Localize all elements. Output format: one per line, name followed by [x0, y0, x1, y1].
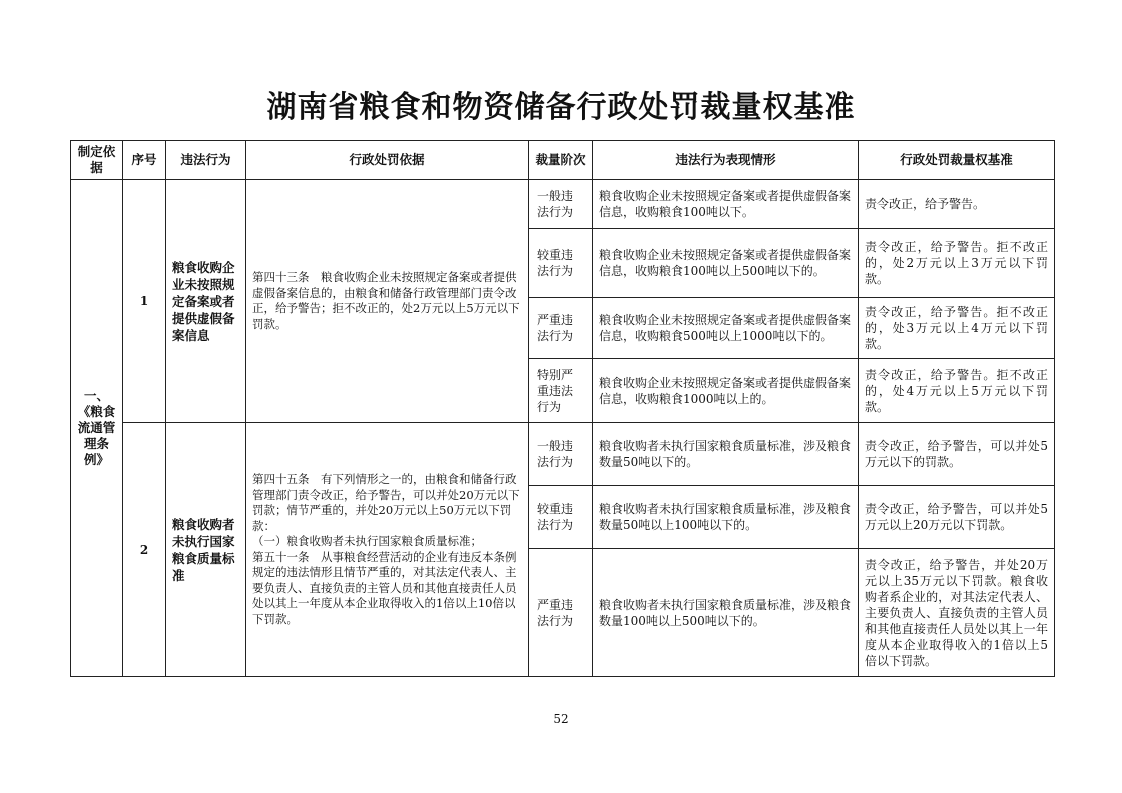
violation-act: 粮食收购企业未按照规定备案或者提供虚假备案信息 [166, 180, 246, 423]
discretion-level: 特别严重违法行为 [529, 359, 593, 423]
table-row [71, 423, 1055, 486]
header-basis: 制定依据 [71, 141, 123, 180]
penalty-standard: 责令改正，给予警告。拒不改正的，处4万元以上5万元以下罚款。 [859, 359, 1055, 423]
header-desc: 违法行为表现情形 [593, 141, 859, 180]
legal-basis: 第四十三条 粮食收购企业未按照规定备案或者提供虚假备案信息的，由粮食和储备行政管理部门责令改正，给予警告；拒不改正的，处2万元以上5万元以下罚款。 [246, 180, 529, 423]
violation-description: 粮食收购企业未按照规定备案或者提供虚假备案信息，收购粮食1000吨以上的。 [593, 359, 859, 423]
discretion-level: 一般违法行为 [529, 423, 593, 486]
page-number: 52 [553, 712, 569, 726]
legal-basis: 第四十五条 有下列情形之一的，由粮食和储备行政管理部门责令改正，给予警告，可以并处20万元以下罚款；情节严重的，并处20万元以上50万元以下罚款： （一）粮食收购者未执行国家粮食质量标准； 第五十一条 从事粮食经营活动的企业有违反本条例规定的违法情形且情节严重的，对其法定代表人、主要负责人、直接负责的主管人员和其他直接责任人员处以其上一年度从本企业取得收入的1倍以上10倍以下罚款。 [246, 423, 529, 677]
header-act: 违法行为 [166, 141, 246, 180]
violation-act: 粮食收购者未执行国家粮食质量标准 [166, 423, 246, 677]
document-title: 湖南省粮食和物资储备行政处罚裁量权基准 [266, 90, 856, 125]
penalty-standard: 责令改正，给予警告，可以并处5万元以上20万元以下罚款。 [859, 486, 1055, 549]
penalty-standard-table [70, 140, 1055, 677]
violation-description: 粮食收购企业未按照规定备案或者提供虚假备案信息，收购粮食100吨以下。 [593, 180, 859, 229]
penalty-standard: 责令改正，给予警告。拒不改正的，处3万元以上4万元以下罚款。 [859, 298, 1055, 359]
penalty-standard: 责令改正，给予警告。 [859, 180, 1055, 229]
penalty-standard: 责令改正，给予警告，可以并处5万元以下的罚款。 [859, 423, 1055, 486]
item-number: 2 [123, 423, 166, 677]
discretion-level: 较重违法行为 [529, 486, 593, 549]
violation-description: 粮食收购企业未按照规定备案或者提供虚假备案信息，收购粮食100吨以上500吨以下的。 [593, 229, 859, 298]
discretion-level: 严重违法行为 [529, 298, 593, 359]
violation-description: 粮食收购企业未按照规定备案或者提供虚假备案信息，收购粮食500吨以上1000吨以下的。 [593, 298, 859, 359]
discretion-level: 一般违法行为 [529, 180, 593, 229]
table-header-row [71, 141, 1055, 180]
item-number: 1 [123, 180, 166, 423]
header-penalty: 行政处罚裁量权基准 [859, 141, 1055, 180]
table-row [71, 180, 1055, 229]
header-no: 序号 [123, 141, 166, 180]
basis-cell: 一、《粮食流通管理条例》 [71, 180, 123, 677]
penalty-standard: 责令改正，给予警告，并处20万元以上35万元以下罚款。粮食收购者系企业的，对其法定代表人、主要负责人、直接负责的主管人员和其他直接责任人员处以其上一年度从本企业取得收入的1倍以上5倍以下罚款。 [859, 549, 1055, 677]
violation-description: 粮食收购者未执行国家粮食质量标准，涉及粮食数量50吨以下的。 [593, 423, 859, 486]
discretion-level: 严重违法行为 [529, 549, 593, 677]
violation-description: 粮食收购者未执行国家粮食质量标准，涉及粮食数量100吨以上500吨以下的。 [593, 549, 859, 677]
penalty-standard: 责令改正，给予警告。拒不改正的，处2万元以上3万元以下罚款。 [859, 229, 1055, 298]
discretion-level: 较重违法行为 [529, 229, 593, 298]
violation-description: 粮食收购者未执行国家粮食质量标准，涉及粮食数量50吨以上100吨以下的。 [593, 486, 859, 549]
header-law: 行政处罚依据 [246, 141, 529, 180]
header-level: 裁量阶次 [529, 141, 593, 180]
